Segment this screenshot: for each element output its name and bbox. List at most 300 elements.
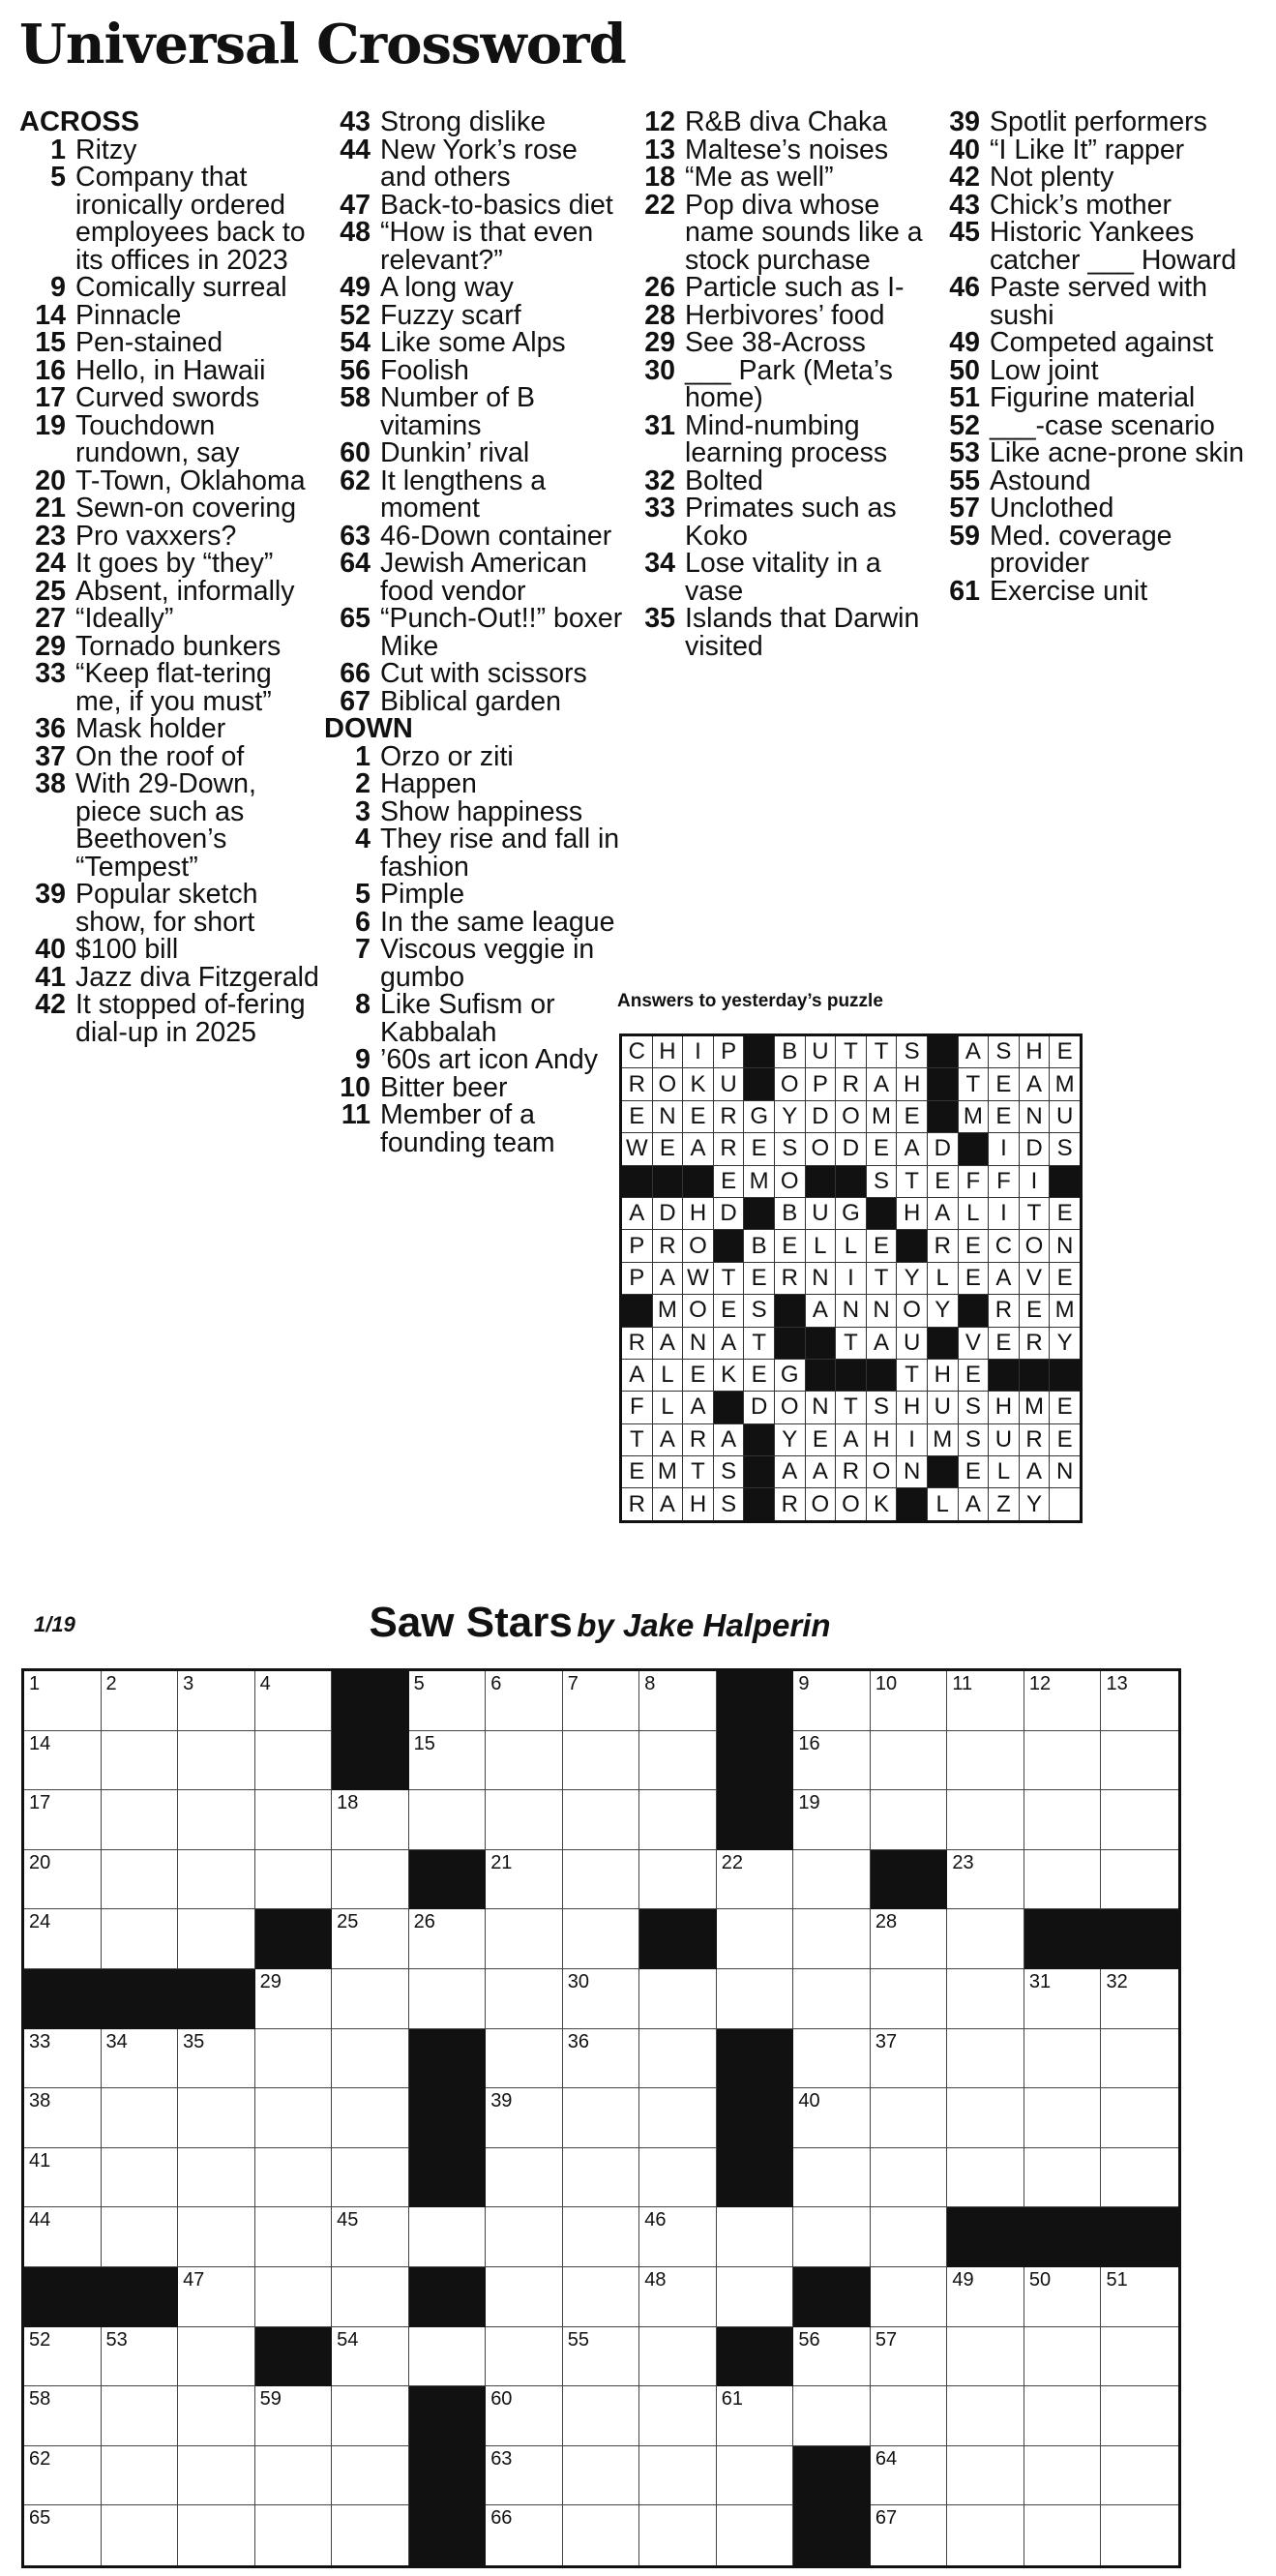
grid-cell[interactable] — [871, 2386, 948, 2446]
grid-cell[interactable] — [24, 2088, 102, 2148]
grid-cell[interactable] — [486, 2148, 563, 2208]
answer-black-square — [1019, 1359, 1050, 1391]
answer-letter: S — [866, 1165, 897, 1197]
grid-cell[interactable] — [1101, 2267, 1178, 2327]
grid-cell[interactable] — [24, 2207, 102, 2267]
answer-letter: A — [621, 1197, 653, 1229]
grid-cell[interactable] — [871, 1731, 948, 1791]
answer-letter: E — [989, 1327, 1020, 1359]
grid-cell[interactable] — [409, 2327, 487, 2387]
grid-cell[interactable] — [871, 2327, 948, 2387]
grid-cell[interactable] — [563, 1969, 640, 2029]
grid-cell[interactable] — [871, 1671, 948, 1731]
grid-cell[interactable] — [1101, 1850, 1178, 1910]
grid-cell[interactable] — [102, 2327, 179, 2387]
grid-cell[interactable] — [409, 1790, 487, 1850]
grid-cell[interactable] — [793, 2029, 871, 2089]
answer-letter: H — [897, 1197, 928, 1229]
grid-cell[interactable] — [871, 1790, 948, 1850]
answer-letter: W — [621, 1133, 653, 1165]
answer-letter: H — [652, 1035, 683, 1068]
across-clue — [324, 189, 624, 221]
clue-text: See 38-Across — [685, 327, 866, 358]
clue-text: Happen — [380, 768, 477, 799]
answer-black-square — [927, 1068, 958, 1100]
grid-cell[interactable] — [563, 1909, 640, 1969]
across-clue — [19, 329, 319, 357]
page-title: Universal Crossword — [19, 13, 626, 76]
grid-cell[interactable] — [717, 2386, 794, 2446]
grid-cell[interactable] — [639, 2088, 717, 2148]
answer-letter: D — [652, 1197, 683, 1229]
grid-cell[interactable] — [409, 1969, 487, 2029]
grid-cell[interactable] — [486, 1671, 563, 1731]
grid-cell[interactable] — [102, 1850, 179, 1910]
grid-cell[interactable] — [486, 1790, 563, 1850]
grid-cell[interactable] — [947, 1969, 1024, 2029]
grid-cell[interactable] — [947, 2029, 1024, 2089]
grid-cell[interactable] — [1024, 1790, 1102, 1850]
grid-cell[interactable] — [793, 1909, 871, 1969]
grid-cell[interactable] — [717, 2207, 794, 2267]
grid-cell[interactable] — [486, 1731, 563, 1791]
down-clue — [629, 464, 938, 496]
grid-cell[interactable] — [947, 2327, 1024, 2387]
grid-cell[interactable] — [563, 2446, 640, 2506]
grid-cell[interactable] — [178, 1850, 255, 1910]
grid-cell[interactable] — [102, 2386, 179, 2446]
grid-cell[interactable] — [1024, 2386, 1102, 2446]
grid-cell[interactable] — [24, 2148, 102, 2208]
clue-number: 47 — [340, 189, 371, 221]
grid-cell[interactable] — [563, 1671, 640, 1731]
answer-letter: N — [836, 1295, 867, 1327]
cell-number: 5 — [413, 1673, 425, 1694]
across-clue — [19, 715, 319, 743]
cell-number: 46 — [644, 2209, 667, 2232]
grid-cell[interactable] — [255, 1850, 333, 1910]
grid-cell[interactable] — [486, 2267, 563, 2327]
grid-cell[interactable] — [639, 2327, 717, 2387]
answer-letter: G — [744, 1100, 775, 1132]
down-clue — [629, 108, 938, 136]
grid-cell[interactable] — [332, 2088, 409, 2148]
across-clue — [324, 605, 624, 660]
grid-cell[interactable] — [102, 2207, 179, 2267]
clue-number: 22 — [644, 189, 675, 221]
grid-cell[interactable] — [563, 2505, 640, 2565]
grid-cell[interactable] — [947, 1850, 1024, 1910]
grid-cell[interactable] — [793, 2327, 871, 2387]
grid-cell[interactable] — [871, 2446, 948, 2506]
grid-cell[interactable] — [332, 2148, 409, 2208]
grid-cell[interactable] — [102, 1731, 179, 1791]
across-clue — [324, 660, 624, 688]
grid-cell[interactable] — [102, 2505, 179, 2565]
answer-letter: N — [866, 1295, 897, 1327]
grid-cell[interactable] — [102, 1790, 179, 1850]
grid-cell[interactable] — [409, 1909, 487, 1969]
grid-cell[interactable] — [639, 2267, 717, 2327]
grid-cell[interactable] — [639, 2029, 717, 2089]
grid-cell[interactable] — [178, 2446, 255, 2506]
answer-letter: T — [1019, 1197, 1050, 1229]
grid-cell[interactable] — [486, 2446, 563, 2506]
grid-cell[interactable] — [1024, 2088, 1102, 2148]
grid-cell[interactable] — [178, 2267, 255, 2327]
down-clue — [629, 189, 938, 276]
clue-column-2 — [324, 108, 624, 1156]
answer-row — [621, 1165, 1082, 1197]
grid-cell[interactable] — [793, 2088, 871, 2148]
grid-cell[interactable] — [178, 2148, 255, 2208]
grid-cell[interactable] — [1101, 2327, 1178, 2387]
across-clue — [324, 299, 624, 331]
grid-cell[interactable] — [332, 2446, 409, 2506]
grid-cell[interactable] — [1024, 1850, 1102, 1910]
grid-cell[interactable] — [1101, 2029, 1178, 2089]
grid-cell[interactable] — [178, 2505, 255, 2565]
grid-cell[interactable] — [24, 2446, 102, 2506]
grid-cell[interactable] — [793, 2207, 871, 2267]
grid-cell[interactable] — [255, 1969, 333, 2029]
answer-letter: N — [897, 1456, 928, 1488]
down-clue — [629, 299, 938, 331]
clue-text: “I Like It” rapper — [990, 134, 1185, 165]
grid-cell[interactable] — [486, 1909, 563, 1969]
clue-number: 39 — [949, 106, 980, 137]
grid-cell[interactable] — [1024, 2148, 1102, 2208]
answers-label: Answers to yesterday’s puzzle — [617, 991, 883, 1011]
grid-cell[interactable] — [639, 1671, 717, 1731]
grid-cell[interactable] — [947, 2386, 1024, 2446]
grid-cell[interactable] — [1101, 1671, 1178, 1731]
grid-cell[interactable] — [102, 1671, 179, 1731]
grid-cell[interactable] — [1101, 1969, 1178, 2029]
grid-cell[interactable] — [486, 2327, 563, 2387]
clue-number: 29 — [644, 327, 675, 358]
grid-cell[interactable] — [563, 1731, 640, 1791]
answer-letter: E — [989, 1100, 1020, 1132]
grid-cell[interactable] — [871, 2207, 948, 2267]
grid-cell[interactable] — [255, 2029, 333, 2089]
answer-black-square — [866, 1359, 897, 1391]
grid-cell[interactable] — [717, 1969, 794, 2029]
grid-cell[interactable] — [947, 1671, 1024, 1731]
grid-cell[interactable] — [332, 2207, 409, 2267]
black-square — [717, 2148, 794, 2208]
grid-cell[interactable] — [947, 2088, 1024, 2148]
grid-cell[interactable] — [871, 2148, 948, 2208]
answer-letter: S — [713, 1488, 744, 1521]
answer-letter: T — [958, 1068, 989, 1100]
grid-cell[interactable] — [947, 2446, 1024, 2506]
grid-cell[interactable] — [409, 2207, 487, 2267]
answer-row — [621, 1100, 1082, 1132]
grid-cell[interactable] — [102, 2029, 179, 2089]
cell-number: 42 — [413, 2149, 435, 2172]
grid-cell[interactable] — [639, 2505, 717, 2565]
grid-cell[interactable] — [639, 2148, 717, 2208]
answer-letter: A — [713, 1423, 744, 1455]
grid-cell[interactable] — [717, 1850, 794, 1910]
grid-cell[interactable] — [563, 2327, 640, 2387]
grid-cell[interactable] — [1101, 2386, 1178, 2446]
cell-number: 31 — [1028, 1970, 1052, 1992]
clue-text: Med. coverage provider — [990, 520, 1172, 579]
grid-cell[interactable] — [871, 2267, 948, 2327]
answer-black-square — [927, 1035, 958, 1068]
clue-text: “Me as well” — [685, 162, 834, 193]
grid-cell[interactable] — [563, 1790, 640, 1850]
grid-cell[interactable] — [255, 2088, 333, 2148]
grid-cell[interactable] — [102, 2088, 179, 2148]
answer-letter: R — [621, 1068, 653, 1100]
grid-cell[interactable] — [563, 2386, 640, 2446]
grid-cell[interactable] — [24, 2029, 102, 2089]
grid-cell[interactable] — [1101, 2446, 1178, 2506]
cell-number: 28 — [875, 1911, 898, 1933]
grid-cell[interactable] — [793, 2386, 871, 2446]
answer-letter: A — [652, 1488, 683, 1521]
grid-cell[interactable] — [947, 1790, 1024, 1850]
grid-cell[interactable] — [563, 2029, 640, 2089]
grid-cell[interactable] — [717, 2446, 794, 2506]
grid-cell[interactable] — [563, 2207, 640, 2267]
answer-letter: M — [1019, 1392, 1050, 1423]
clue-text: Mask holder — [75, 713, 226, 744]
grid-cell[interactable] — [178, 2386, 255, 2446]
grid-cell[interactable] — [178, 2207, 255, 2267]
answer-letter: L — [652, 1359, 683, 1391]
answer-row — [621, 1035, 1082, 1068]
grid-cell[interactable] — [486, 2207, 563, 2267]
grid-cell[interactable] — [178, 1790, 255, 1850]
grid-cell[interactable] — [717, 1909, 794, 1969]
grid-cell[interactable] — [24, 2505, 102, 2565]
grid-cell[interactable] — [1101, 2505, 1178, 2565]
grid-cell[interactable] — [332, 2267, 409, 2327]
grid-cell[interactable] — [255, 1671, 333, 1731]
answer-letter: U — [989, 1423, 1020, 1455]
grid-cell[interactable] — [255, 2386, 333, 2446]
grid-cell[interactable] — [1024, 1969, 1102, 2029]
grid-cell[interactable] — [255, 1790, 333, 1850]
answer-letter: N — [805, 1392, 836, 1423]
grid-cell[interactable] — [639, 2207, 717, 2267]
answer-letter: V — [1019, 1262, 1050, 1294]
grid-cell[interactable] — [639, 1850, 717, 1910]
answer-letter: R — [836, 1456, 867, 1488]
down-clue — [629, 136, 938, 165]
cell-number: 36 — [567, 2030, 589, 2052]
answer-letter: E — [958, 1456, 989, 1488]
grid-cell[interactable] — [793, 2148, 871, 2208]
grid-cell[interactable] — [639, 2446, 717, 2506]
grid-cell[interactable] — [1101, 1731, 1178, 1791]
clue-number: 52 — [340, 299, 371, 331]
answer-letter: K — [713, 1359, 744, 1391]
grid-cell[interactable] — [1024, 2029, 1102, 2089]
clue-number: 19 — [35, 409, 66, 441]
cell-number: 19 — [798, 1792, 820, 1814]
grid-cell[interactable] — [24, 1671, 102, 1731]
answer-black-square — [897, 1230, 928, 1262]
grid-cell[interactable] — [486, 1969, 563, 2029]
cell-number: 11 — [952, 1673, 973, 1694]
grid-cell[interactable] — [947, 1909, 1024, 1969]
grid-cell[interactable] — [409, 1731, 487, 1791]
clue-number: 27 — [35, 603, 66, 634]
down-clue — [934, 189, 1253, 221]
grid-cell[interactable] — [24, 1790, 102, 1850]
grid-cell[interactable] — [1024, 2505, 1102, 2565]
grid-cell[interactable] — [486, 1850, 563, 1910]
clue-number: 12 — [644, 106, 675, 137]
grid-cell[interactable] — [871, 1909, 948, 1969]
grid-cell[interactable] — [102, 2148, 179, 2208]
grid-cell[interactable] — [102, 1909, 179, 1969]
clue-text: Sewn-on covering — [75, 493, 297, 524]
grid-cell[interactable] — [1101, 2148, 1178, 2208]
clue-text: Popular sketch show, for short — [75, 879, 258, 938]
grid-cell[interactable] — [793, 1850, 871, 1910]
grid-cell[interactable] — [332, 1790, 409, 1850]
grid-cell[interactable] — [24, 1909, 102, 1969]
cell-number: 41 — [29, 2149, 51, 2172]
down-clue — [934, 108, 1253, 136]
grid-cell[interactable] — [486, 2386, 563, 2446]
grid-cell[interactable] — [255, 2446, 333, 2506]
clue-text: Orzo or ziti — [380, 740, 514, 772]
grid-cell[interactable] — [24, 2327, 102, 2387]
clue-number: 65 — [340, 603, 371, 634]
crossword-grid — [21, 1668, 1181, 2568]
grid-cell[interactable] — [793, 1671, 871, 1731]
answer-letter: E — [958, 1262, 989, 1294]
grid-cell[interactable] — [871, 2505, 948, 2565]
down-clue — [629, 605, 938, 660]
grid-cell[interactable] — [639, 1790, 717, 1850]
grid-cell[interactable] — [24, 2386, 102, 2446]
grid-cell[interactable] — [639, 2386, 717, 2446]
grid-cell[interactable] — [332, 1909, 409, 1969]
across-clue — [19, 991, 319, 1046]
grid-cell[interactable] — [947, 2148, 1024, 2208]
grid-cell[interactable] — [793, 1969, 871, 2029]
grid-cell[interactable] — [178, 1671, 255, 1731]
grid-cell[interactable] — [1024, 2446, 1102, 2506]
grid-cell[interactable] — [332, 1969, 409, 2029]
grid-cell[interactable] — [255, 2505, 333, 2565]
grid-cell[interactable] — [178, 2327, 255, 2387]
grid-cell[interactable] — [178, 1909, 255, 1969]
answer-letter: T — [713, 1262, 744, 1294]
clue-text: Not plenty — [990, 162, 1114, 193]
grid-cell[interactable] — [1024, 2267, 1102, 2327]
grid-cell[interactable] — [255, 2267, 333, 2327]
answer-letter: E — [989, 1068, 1020, 1100]
grid-cell[interactable] — [563, 2088, 640, 2148]
clue-text: Particle such as I- — [685, 272, 905, 303]
clue-number: 8 — [355, 989, 371, 1020]
grid-cell[interactable] — [639, 1969, 717, 2029]
answer-letter: L — [836, 1230, 867, 1262]
grid-cell[interactable] — [178, 1731, 255, 1791]
grid-cell[interactable] — [1024, 2327, 1102, 2387]
grid-cell[interactable] — [563, 2148, 640, 2208]
grid-cell[interactable] — [102, 2446, 179, 2506]
grid-cell[interactable] — [486, 2505, 563, 2565]
clue-number: 29 — [35, 630, 66, 662]
grid-cell[interactable] — [947, 1731, 1024, 1791]
answer-letter: S — [958, 1423, 989, 1455]
grid-cell[interactable] — [486, 2088, 563, 2148]
answer-letter: T — [897, 1165, 928, 1197]
grid-cell[interactable] — [24, 1850, 102, 1910]
grid-cell[interactable] — [1101, 2088, 1178, 2148]
grid-cell[interactable] — [332, 2327, 409, 2387]
grid-cell[interactable] — [178, 2088, 255, 2148]
grid-cell[interactable] — [563, 2267, 640, 2327]
grid-cell[interactable] — [639, 1731, 717, 1791]
clue-text: Mind-numbing learning process — [685, 409, 888, 468]
grid-cell[interactable] — [486, 2029, 563, 2089]
cell-number: 55 — [567, 2328, 589, 2351]
grid-cell[interactable] — [332, 2505, 409, 2565]
black-square — [102, 2267, 179, 2327]
grid-cell[interactable] — [332, 2386, 409, 2446]
grid-cell[interactable] — [255, 2207, 333, 2267]
grid-cell[interactable] — [332, 1850, 409, 1910]
answer-letter: R — [621, 1327, 653, 1359]
grid-cell[interactable] — [178, 2029, 255, 2089]
cell-number: 66 — [490, 2507, 513, 2530]
grid-cell[interactable] — [255, 1731, 333, 1791]
grid-cell[interactable] — [871, 2088, 948, 2148]
grid-cell[interactable] — [24, 1731, 102, 1791]
clue-text: Like Sufism or Kabbalah — [380, 989, 555, 1048]
cell-number: 30 — [567, 1970, 589, 1992]
grid-cell[interactable] — [717, 2505, 794, 2565]
grid-cell[interactable] — [793, 1790, 871, 1850]
grid-cell[interactable] — [871, 1969, 948, 2029]
grid-cell[interactable] — [332, 2029, 409, 2089]
grid-cell[interactable] — [255, 2148, 333, 2208]
answer-letter: H — [927, 1359, 958, 1391]
clue-text: Tornado bunkers — [75, 630, 282, 662]
answer-letter: U — [713, 1068, 744, 1100]
answer-letter: O — [652, 1068, 683, 1100]
grid-cell[interactable] — [1101, 1790, 1178, 1850]
grid-cell[interactable] — [563, 1850, 640, 1910]
grid-cell[interactable] — [793, 1731, 871, 1791]
answer-letter: O — [805, 1488, 836, 1521]
clue-text: Jewish American food vendor — [380, 548, 587, 607]
cell-number: 7 — [567, 1673, 579, 1694]
answer-letter: M — [927, 1423, 958, 1455]
answer-row — [621, 1295, 1082, 1327]
grid-cell[interactable] — [871, 2029, 948, 2089]
grid-cell[interactable] — [409, 1671, 487, 1731]
grid-cell[interactable] — [717, 2267, 794, 2327]
answer-letter: O — [805, 1133, 836, 1165]
grid-cell[interactable] — [1024, 1731, 1102, 1791]
grid-cell[interactable] — [947, 2505, 1024, 2565]
grid-cell[interactable] — [947, 2267, 1024, 2327]
grid-cell[interactable] — [1024, 1671, 1102, 1731]
answer-letter: N — [1050, 1230, 1082, 1262]
